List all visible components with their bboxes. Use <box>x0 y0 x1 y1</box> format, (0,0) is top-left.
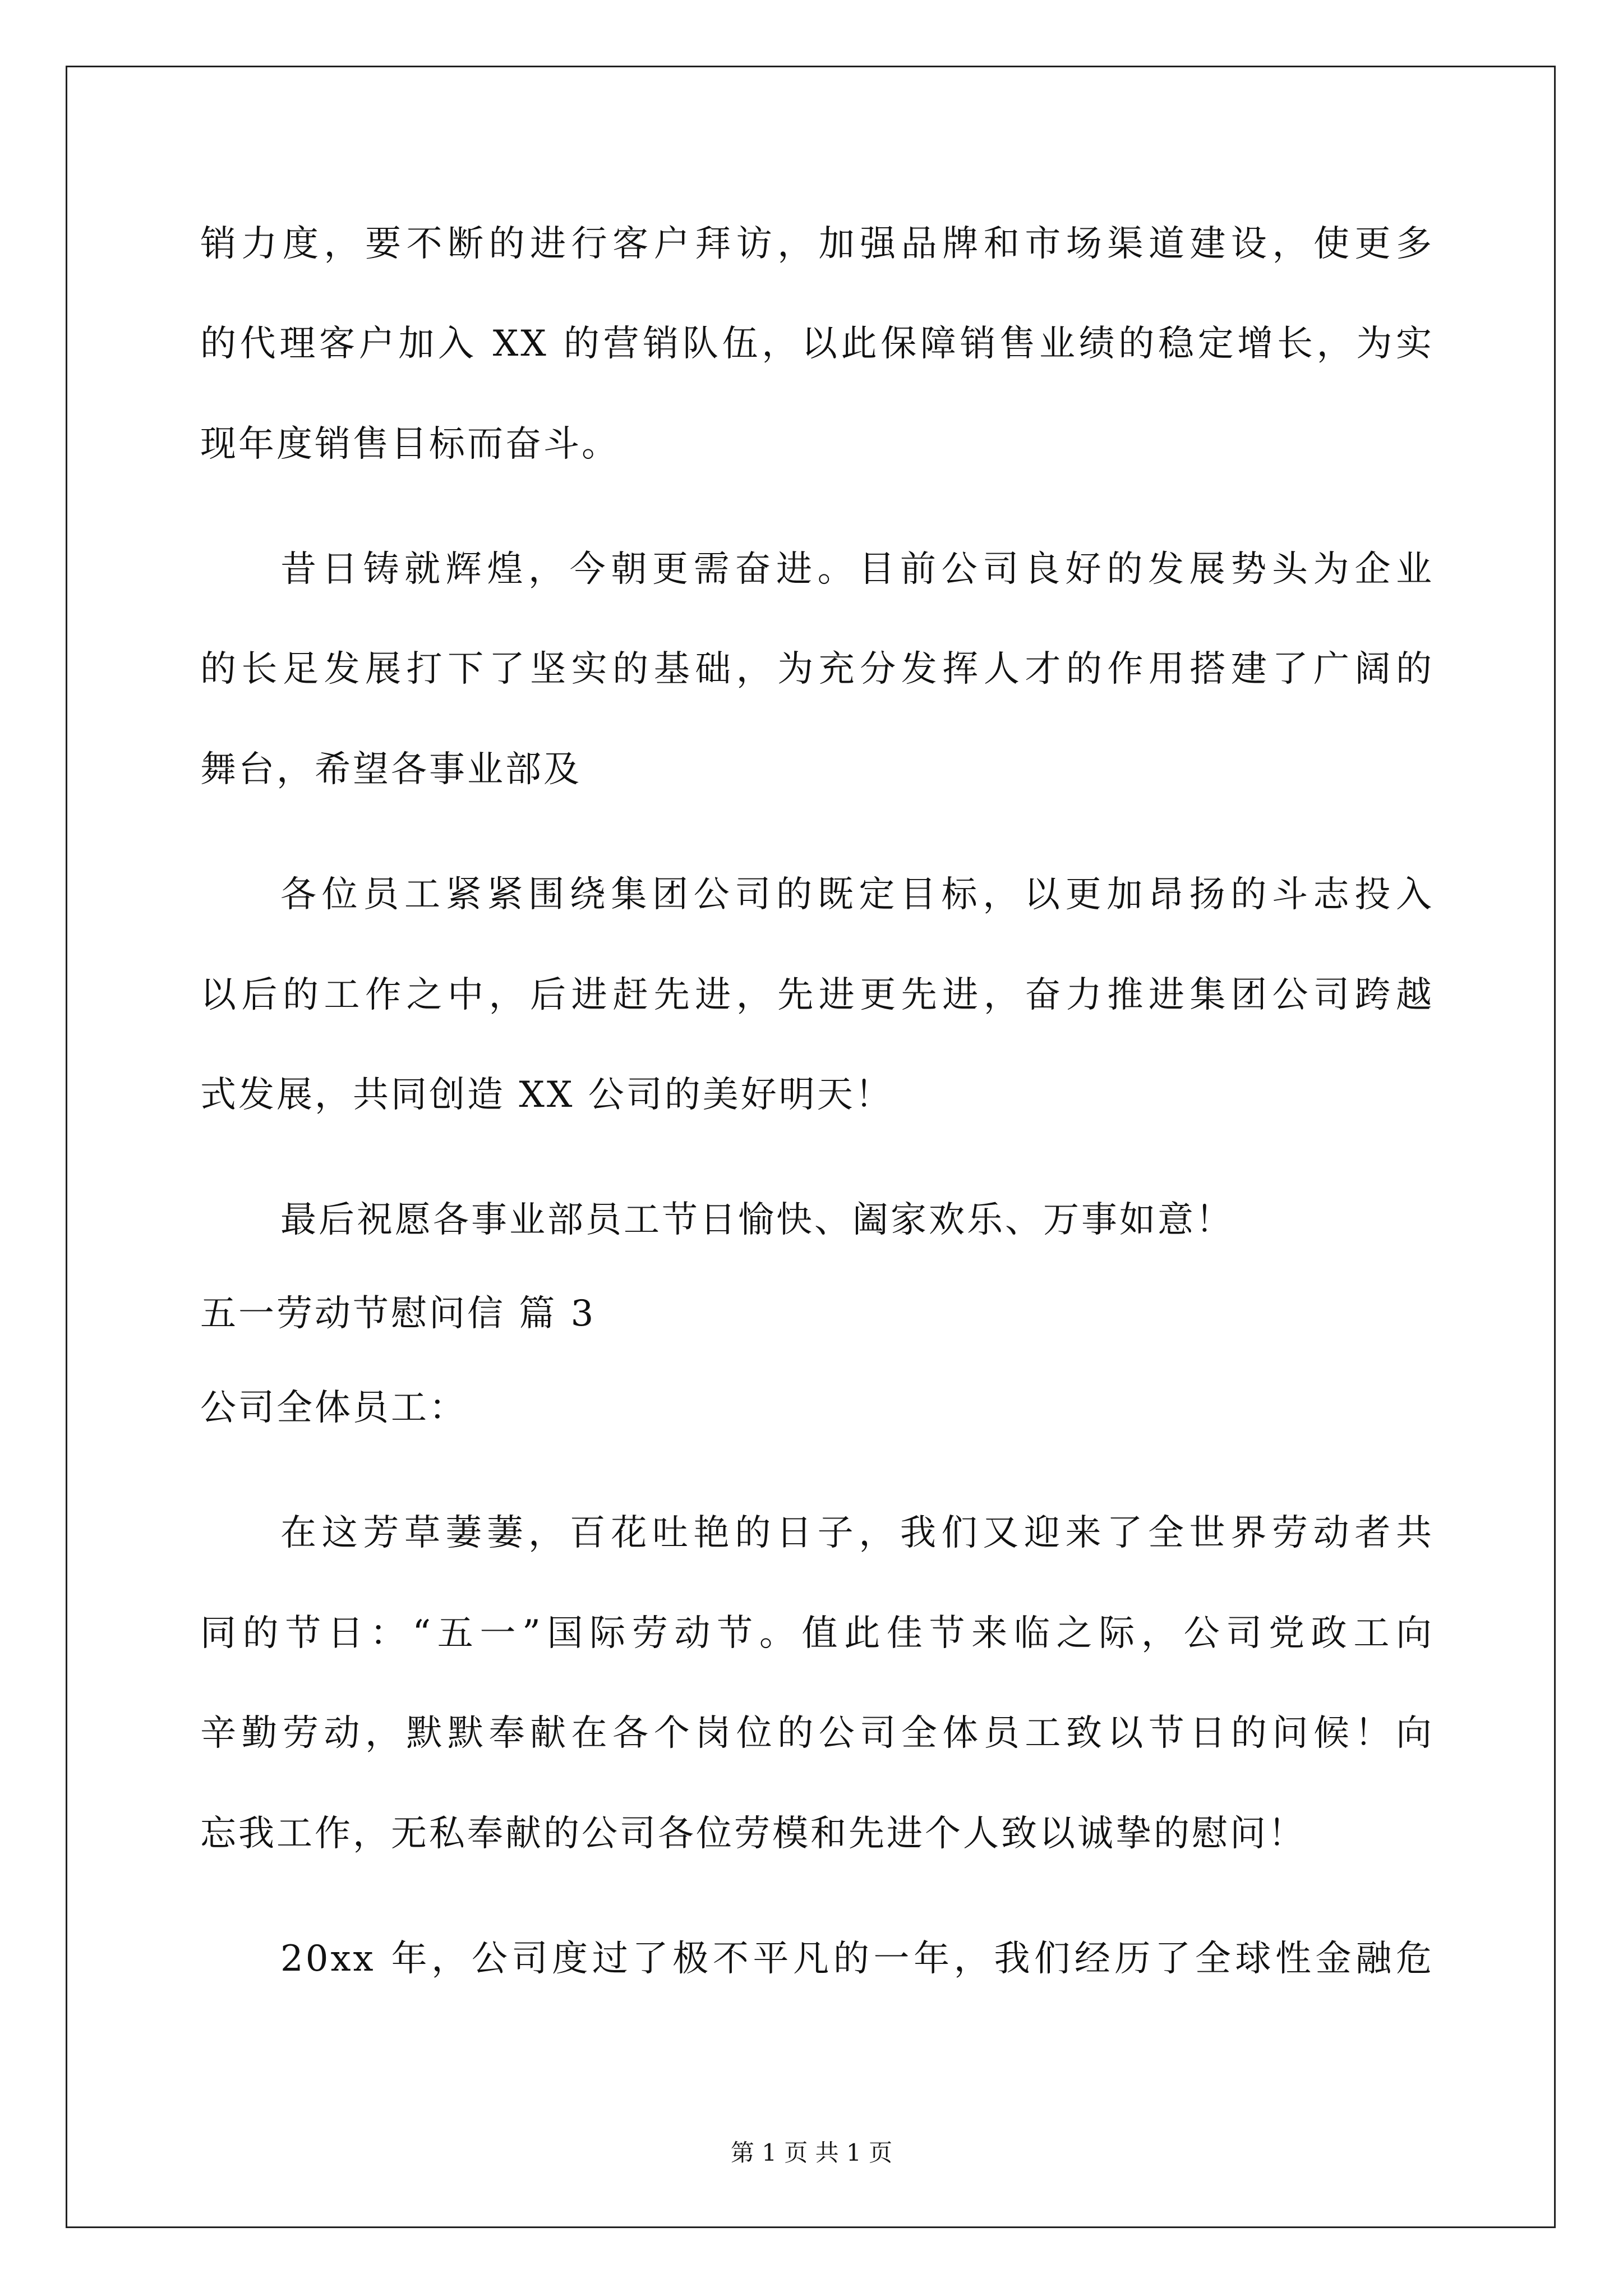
text-line: 各位员工紧紧围绕集团公司的既定目标，以更加昂扬的斗志投入 <box>280 874 1434 915</box>
text-line: 的代理客户加入 XX 的营销队伍，以此保障销售业绩的稳定增长，为实 <box>200 323 1434 365</box>
text-line: 最后祝愿各事业部员工节日愉快、阖家欢乐、万事如意！ <box>280 1199 1234 1241</box>
text-line: 现年度销售目标而奋斗。 <box>200 424 620 465</box>
text-line: 同的节日：“五一”国际劳动节。值此佳节来临之际，公司党政工向 <box>200 1613 1434 1654</box>
text-line: 20xx 年，公司度过了极不平凡的一年，我们经历了全球性金融危 <box>280 1938 1434 1980</box>
text-line: 舞台，希望各事业部及 <box>200 749 582 790</box>
text-line: 辛勤劳动，默默奉献在各个岗位的公司全体员工致以节日的问候！向 <box>200 1713 1434 1754</box>
text-line: 在这芳草萋萋，百花吐艳的日子，我们又迎来了全世界劳动者共 <box>280 1512 1434 1554</box>
text-line: 的长足发展打下了坚实的基础，为充分发挥人才的作用搭建了广阔的 <box>200 648 1434 690</box>
page-border <box>66 66 1556 2228</box>
section-heading: 五一劳动节慰问信 篇 3 <box>200 1293 596 1335</box>
salutation: 公司全体员工： <box>200 1387 467 1429</box>
text-line: 销力度，要不断的进行客户拜访，加强品牌和市场渠道建设，使更多 <box>200 223 1434 265</box>
text-line: 忘我工作，无私奉献的公司各位劳模和先进个人致以诚挚的慰问！ <box>200 1813 1306 1855</box>
text-line: 昔日铸就辉煌，今朝更需奋进。目前公司良好的发展势头为企业 <box>280 549 1434 590</box>
page-number-footer: 第 1 页 共 1 页 <box>730 2139 893 2166</box>
text-line: 式发展，共同创造 XX 公司的美好明天！ <box>200 1074 893 1116</box>
text-line: 以后的工作之中，后进赶先进，先进更先进，奋力推进集团公司跨越 <box>200 974 1434 1016</box>
